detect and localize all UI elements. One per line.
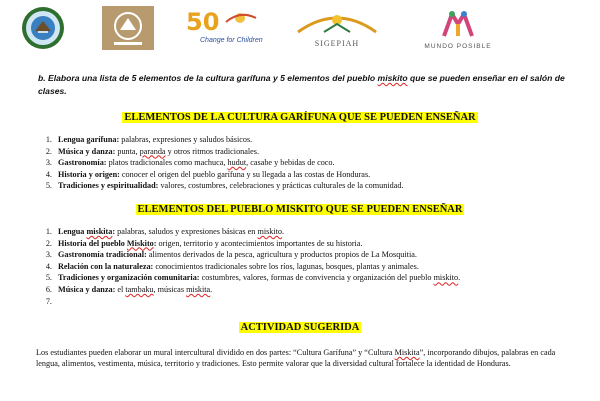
activity-heading-text: ACTIVIDAD SUGERIDA bbox=[240, 322, 360, 333]
instruction-flagged-word: miskito bbox=[377, 73, 408, 83]
institution-seal-logo bbox=[102, 6, 154, 50]
svg-text:50: 50 bbox=[186, 8, 220, 34]
item-text: . bbox=[458, 273, 461, 283]
flagged-word: Miskita bbox=[394, 348, 420, 357]
item-text: , músicas bbox=[153, 284, 187, 294]
item-text: platos tradicionales como machuca, bbox=[106, 158, 228, 168]
flagged-word: paranda bbox=[139, 146, 166, 156]
list-item bbox=[54, 134, 594, 146]
item-text: origen, territorio y acontecimientos importantes de su historia. bbox=[156, 238, 363, 248]
item-term-part: Historia del pueblo bbox=[58, 238, 127, 248]
sigepiah-logo bbox=[294, 10, 380, 48]
item-term: Música y danza: bbox=[58, 146, 116, 156]
item-term: Historia y origen: bbox=[58, 169, 120, 179]
item-term-part: : bbox=[112, 227, 116, 236]
mundo-posible-text: MUNDO POSIBLE bbox=[424, 43, 492, 50]
list-item bbox=[54, 146, 594, 158]
item-text: el bbox=[115, 284, 126, 294]
item-text: costumbres, valores, formas de convivencia y organización del pueblo bbox=[199, 273, 434, 283]
list-item bbox=[54, 226, 594, 238]
item-term: Tradiciones y organización comunitaria: bbox=[58, 273, 200, 283]
miskito-list bbox=[36, 226, 594, 307]
mundo-posible-mark bbox=[418, 10, 498, 38]
list-item bbox=[54, 261, 594, 273]
item-term-part: Lengua bbox=[58, 227, 87, 236]
activity-heading bbox=[0, 321, 600, 334]
item-text: y otros ritmos tradicionales. bbox=[165, 146, 260, 156]
paragraph-part: ”, incorporando dibujos, palabras en cada lengua, alimentos, vestimenta, música, territorio y tradiciones. Esto permite valorar que la diversidad cultural fortalece la identidad de Honduras. bbox=[36, 348, 556, 369]
item-term: Lengua garífuna: bbox=[58, 135, 120, 144]
item-text: alimentos derivados de la pesca, agricultura y productos propios de La Mosquitia. bbox=[146, 250, 417, 260]
mundo-posible-logo bbox=[418, 10, 498, 50]
item-text: . bbox=[282, 227, 285, 236]
flagged-word: miskita bbox=[86, 227, 113, 236]
change-for-children-logo bbox=[182, 8, 262, 50]
list-item bbox=[54, 169, 594, 181]
garifuna-heading bbox=[0, 111, 600, 124]
item-term: Gastronomía tradicional: bbox=[58, 250, 147, 260]
list-item bbox=[54, 284, 594, 296]
miskito-heading-text: ELEMENTOS DEL PUEBLO MISKITO QUE SE PUEDEN ENSEÑAR bbox=[137, 204, 463, 215]
change-for-children-text: Change for Children bbox=[200, 37, 263, 44]
list-item-empty bbox=[54, 296, 594, 308]
item-term: Música y danza: bbox=[58, 284, 116, 294]
flagged-word: miskito bbox=[433, 273, 459, 283]
activity-paragraph bbox=[36, 347, 576, 370]
sigepiah-text: SIGEPIAH bbox=[314, 39, 360, 48]
item-text: . bbox=[210, 284, 213, 294]
flagged-word: Miskito bbox=[126, 238, 154, 248]
list-item bbox=[54, 249, 594, 261]
item-term bbox=[58, 239, 157, 248]
item-term-part: : bbox=[153, 238, 157, 248]
flagged-word: miskita bbox=[186, 284, 211, 294]
item-text: conocimientos tradicionales sobre los ríos, lagunas, bosques, plantas y animales. bbox=[153, 261, 419, 271]
miskito-heading bbox=[0, 203, 600, 216]
flagged-word: hudut bbox=[227, 158, 247, 168]
item-text: , casabe y bebidas de coco. bbox=[246, 158, 335, 168]
list-item bbox=[54, 238, 594, 250]
list-item bbox=[54, 180, 594, 192]
sigepiah-mark bbox=[294, 10, 380, 34]
item-text: valores, costumbres, celebraciones y prácticas culturales de la comunidad. bbox=[158, 181, 404, 191]
instruction-text bbox=[38, 72, 578, 98]
item-term: Tradiciones y espiritualidad: bbox=[58, 181, 159, 191]
item-text: punta, bbox=[115, 146, 140, 156]
item-term bbox=[58, 227, 115, 236]
item-term: Relación con la naturaleza: bbox=[58, 261, 154, 271]
garifuna-list bbox=[36, 134, 594, 192]
flagged-word: tambaku bbox=[125, 284, 154, 294]
item-text: palabras, expresiones y saludos básicos. bbox=[119, 135, 253, 144]
item-text: palabras, saludos y expresiones básicas en bbox=[115, 227, 258, 236]
instruction-part: que se pueden enseñar en el salón de clases. bbox=[38, 73, 565, 96]
flagged-word: miskito bbox=[257, 227, 283, 236]
item-term: Gastronomía: bbox=[58, 158, 107, 168]
list-item bbox=[54, 272, 594, 284]
change-for-children-mark bbox=[182, 8, 262, 34]
paragraph-part: Los estudiantes pueden elaborar un mural intercultural dividido en dos partes: “Cultura Garífuna” y “Cultura bbox=[36, 348, 395, 357]
item-text: conocer el origen del pueblo garífuna y su llegada a las costas de Honduras. bbox=[119, 169, 371, 179]
honduras-seal-logo bbox=[20, 5, 66, 51]
garifuna-heading-text: ELEMENTOS DE LA CULTURA GARÍFUNA QUE SE PUEDEN ENSEÑAR bbox=[124, 112, 476, 123]
list-item bbox=[54, 157, 594, 169]
instruction-part: b. Elabora una lista de 5 elementos de la cultura garífuna y 5 elementos del pueblo bbox=[38, 73, 378, 83]
logo-bar bbox=[0, 0, 600, 56]
